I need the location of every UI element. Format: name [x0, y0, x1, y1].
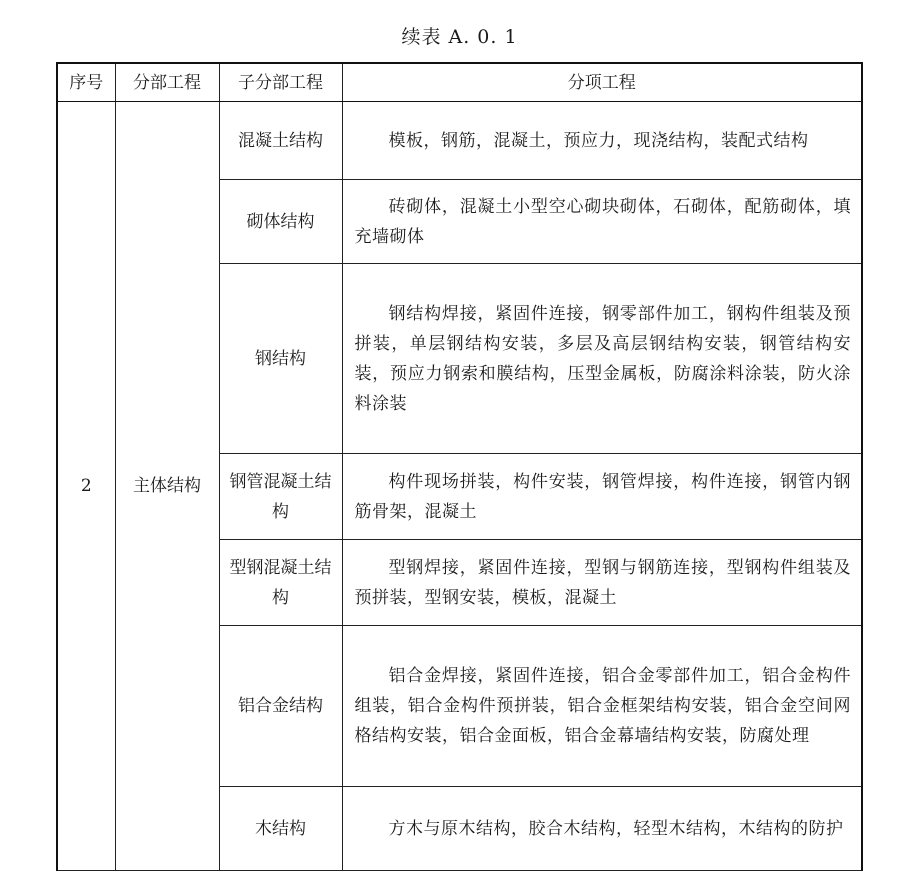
subdivision-name: 混凝土结构 [219, 102, 342, 180]
header-index: 序号 [57, 63, 115, 102]
subdivision-name: 砌体结构 [219, 180, 342, 264]
item-list: 砖砌体，混凝土小型空心砌块砌体，石砌体，配筋砌体，填充墙砌体 [342, 180, 862, 264]
subdivision-name: 铝合金结构 [219, 626, 342, 787]
subdivision-name: 钢管混凝土结构 [219, 454, 342, 540]
division-name: 主体结构 [115, 102, 219, 871]
item-list: 模板，钢筋，混凝土，预应力，现浇结构，装配式结构 [342, 102, 862, 180]
table-caption: 续表 A. 0. 1 [401, 26, 518, 48]
subdivision-name: 钢结构 [219, 264, 342, 454]
item-list: 型钢焊接，紧固件连接，型钢与钢筋连接，型钢构件组装及预拼装，型钢安装，模板，混凝土 [342, 540, 862, 626]
subdivision-name: 木结构 [219, 787, 342, 871]
header-items: 分项工程 [342, 63, 862, 102]
header-division: 分部工程 [115, 63, 219, 102]
row-index: 2 [57, 102, 115, 871]
item-list: 构件现场拼装，构件安装，钢管焊接，构件连接，钢管内钢筋骨架，混凝土 [342, 454, 862, 540]
header-row [57, 63, 862, 102]
item-list: 铝合金焊接，紧固件连接，铝合金零部件加工，铝合金构件组装，铝合金构件预拼装，铝合金框架结构安装，铝合金空间网格结构安装，铝合金面板，铝合金幕墙结构安装，防腐处理 [342, 626, 862, 787]
table-row [57, 102, 862, 180]
subdivision-name: 型钢混凝土结构 [219, 540, 342, 626]
item-list: 钢结构焊接，紧固件连接，钢零部件加工，钢构件组装及预拼装，单层钢结构安装，多层及高层钢结构安装，钢管结构安装，预应力钢索和膜结构，压型金属板，防腐涂料涂装，防火涂料涂装 [342, 264, 862, 454]
subdivision-table [56, 62, 863, 871]
header-subdivision: 子分部工程 [219, 63, 342, 102]
item-list: 方木与原木结构，胶合木结构，轻型木结构，木结构的防护 [342, 787, 862, 871]
